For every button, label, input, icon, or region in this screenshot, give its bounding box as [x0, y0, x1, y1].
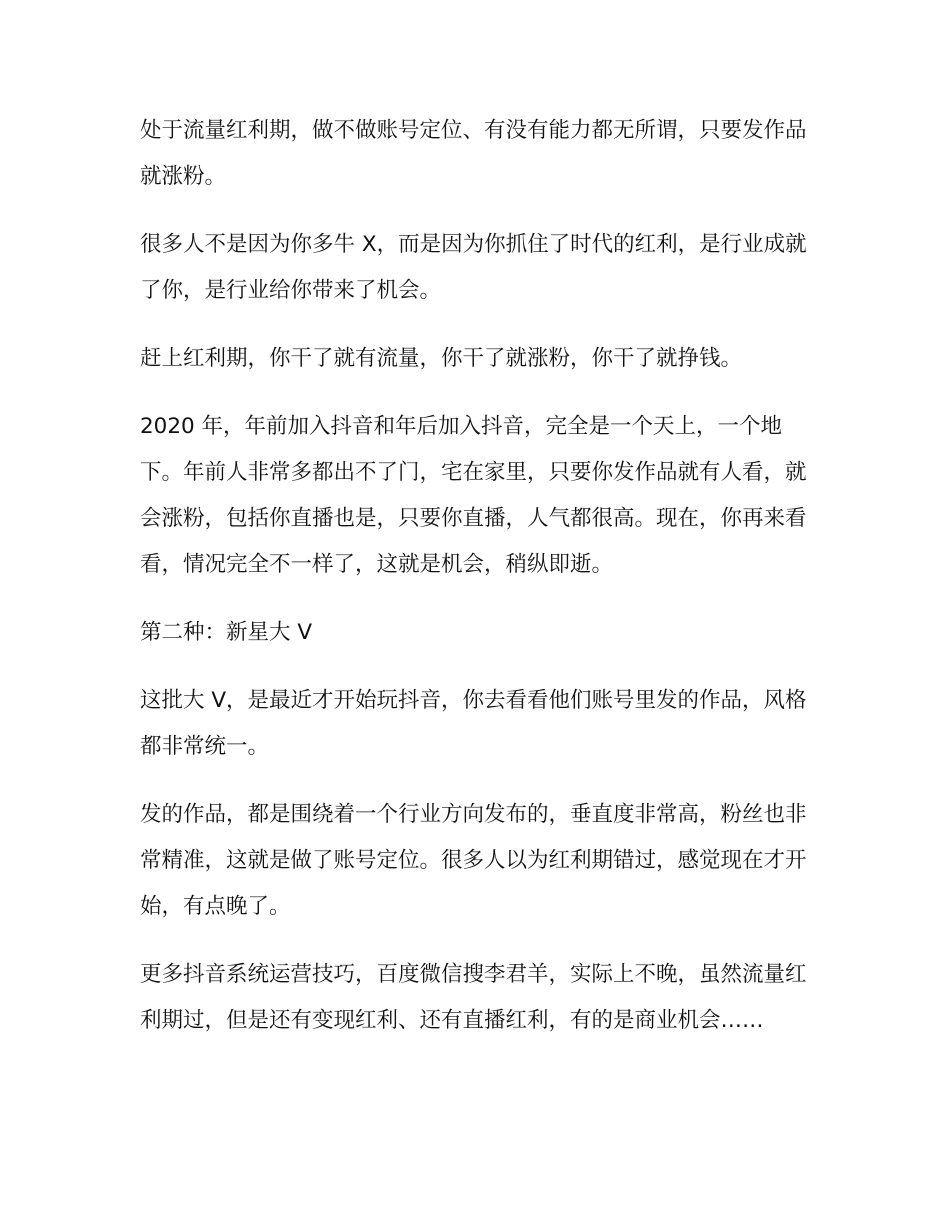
paragraph: 这批大 V，是最近才开始玩抖音，你去看看他们账号里发的作品，风格都非常统一。: [140, 688, 807, 759]
paragraph: 赶上红利期，你干了就有流量，你干了就涨粉，你干了就挣钱。: [140, 346, 743, 371]
document-body: [140, 108, 812, 1066]
paragraph: 2020 年，年前加入抖音和年后加入抖音，完全是一个天上，一个地下。年前人非常多都出不了门，宅在家里，只要你发作品就有人看，就会涨粉，包括你直播也是，只要你直播，人气都很高。现在，你再来看看，情况完全不一样了，这就是机会，稍纵即逝。: [140, 414, 807, 577]
paragraph: 更多抖音系统运营技巧，百度微信搜李君羊，实际上不晚，虽然流量红利期过，但是还有变现红利、还有直播红利，有的是商业机会……: [140, 962, 807, 1033]
section-heading: 第二种：新星大 V: [140, 620, 313, 645]
paragraph: 发的作品，都是围绕着一个行业方向发布的，垂直度非常高，粉丝也非常精准，这就是做了账号定位。很多人以为红利期错过，感觉现在才开始，有点晚了。: [140, 802, 807, 919]
paragraph: 处于流量红利期，做不做账号定位、有没有能力都无所谓，只要发作品就涨粉。: [140, 118, 807, 189]
paragraph: 很多人不是因为你多牛 X，而是因为你抓住了时代的红利，是行业成就了你，是行业给你带来了机会。: [140, 232, 807, 303]
